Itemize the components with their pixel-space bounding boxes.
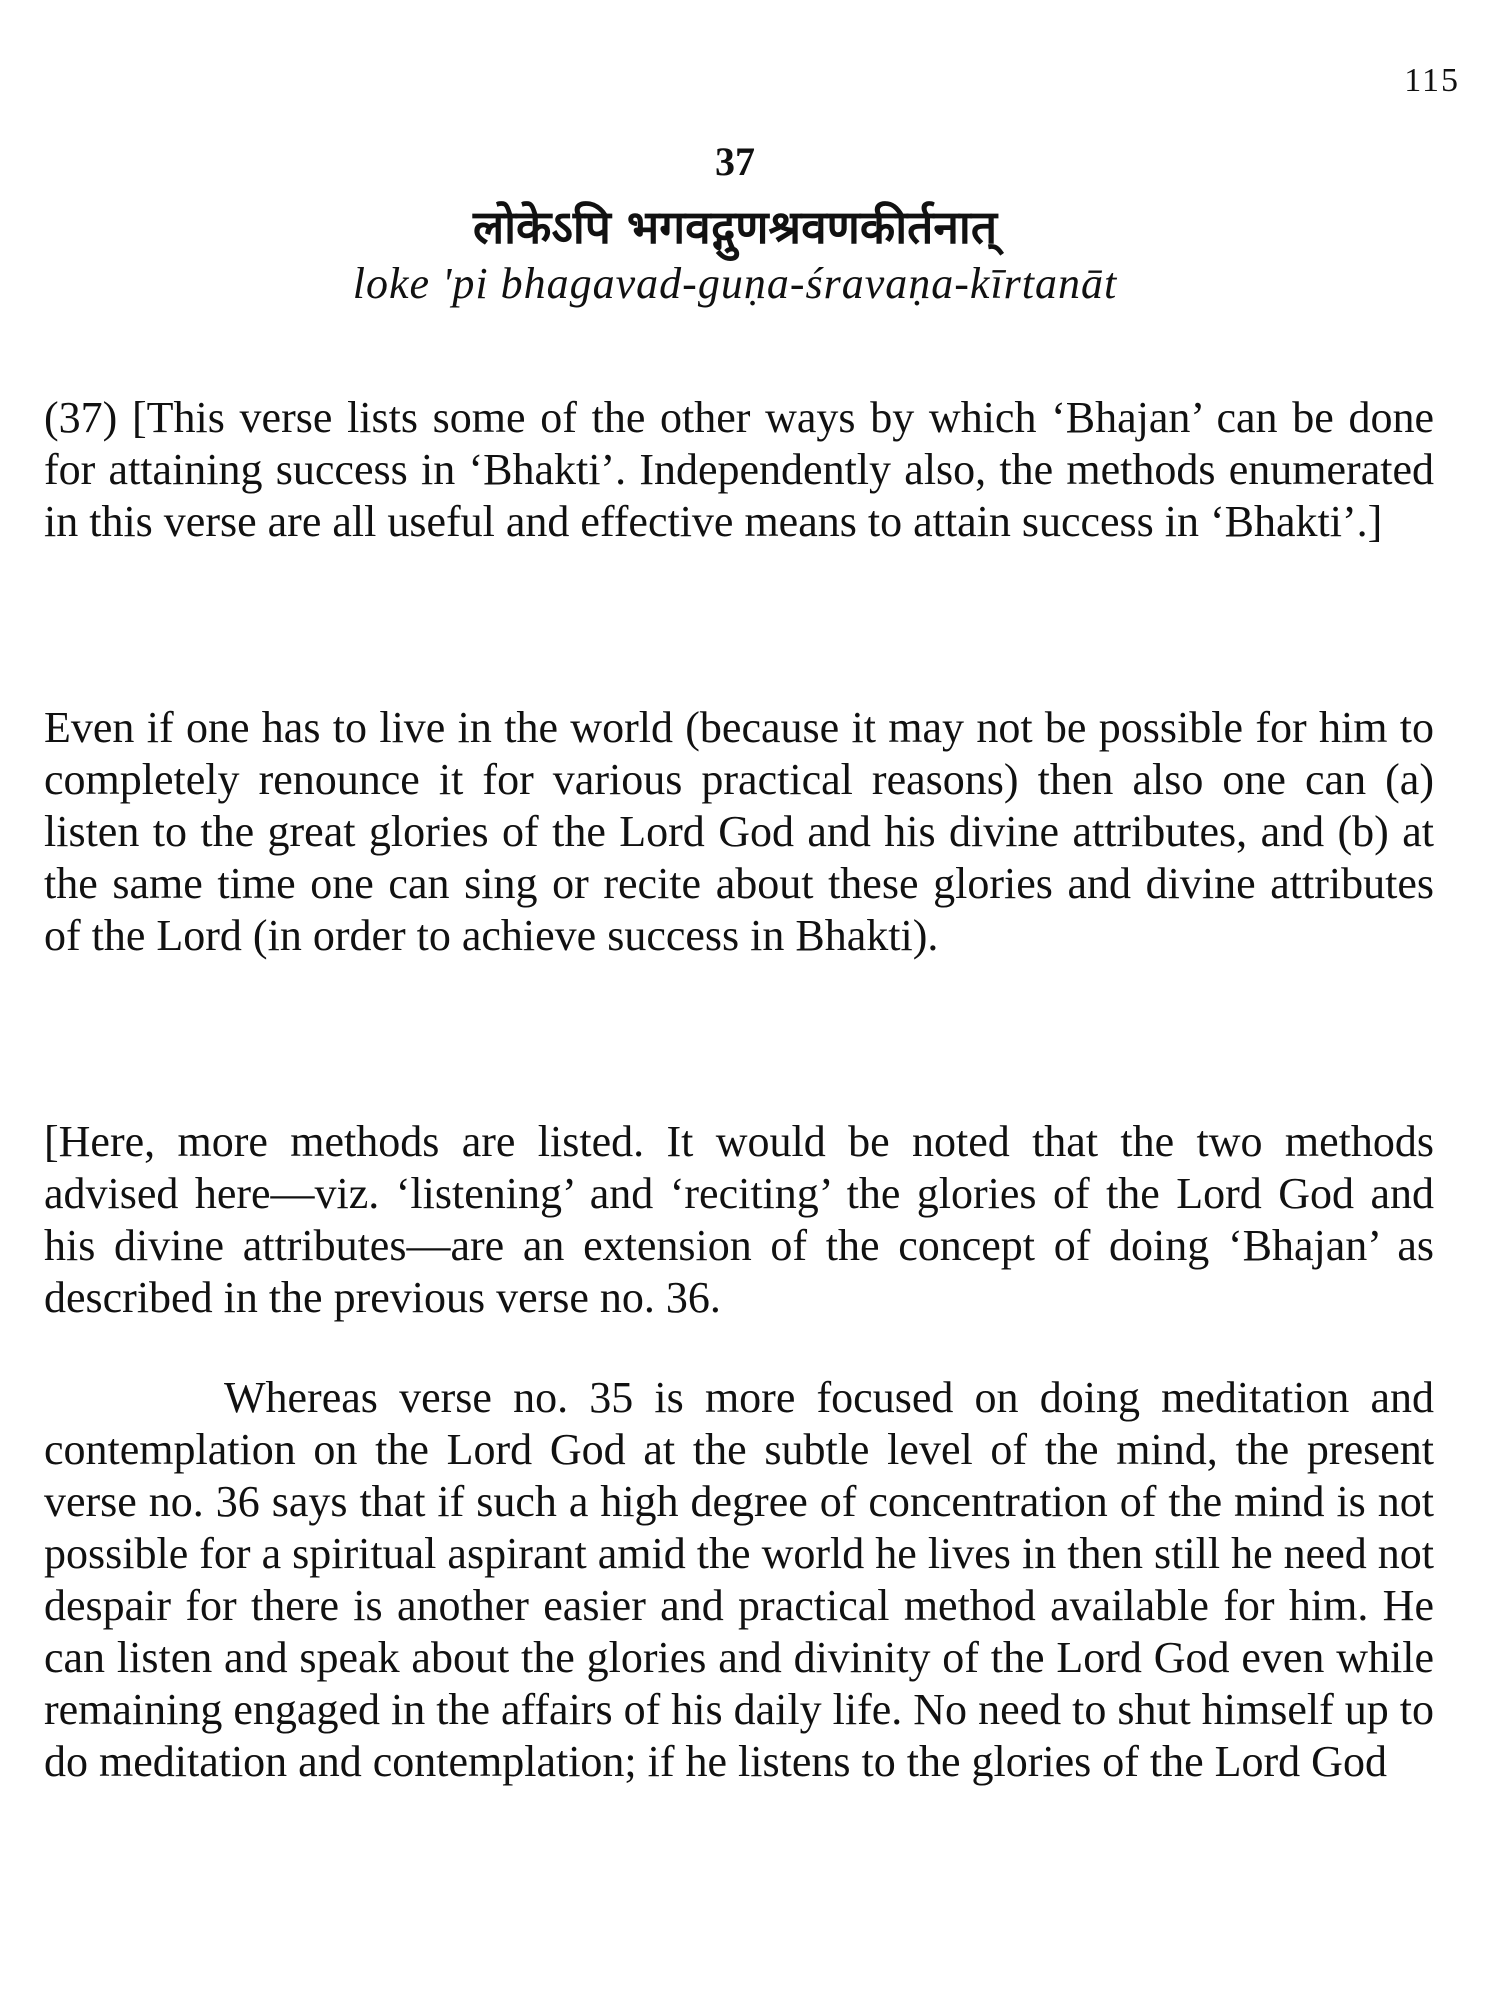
paragraph-commentary: [Here, more methods are listed. It would be noted that the two methods advised here—viz. ‘listening’ and ‘reciting’ the glories of the Lord God and his divine attributes—are an extension of the concept of doing ‘Bhajan’ as described in the previous verse no. 36. [44,1117,1434,1322]
verse-sanskrit: लोकेऽपि भगवद्गुणश्रवणकीर्तनात् [472,200,998,254]
paragraph-translation: Even if one has to live in the world (because it may not be possible for him to completely renounce it for various practical reasons) then also one can (a) listen to the great glories of the Lord God and his divine attributes, and (b) at the same time one can sing or recite about these glories and divine attributes of the Lord (in order to achieve success in Bhakti). [44,703,1434,960]
paragraph-verse-intro: (37) [This verse lists some of the other ways by which ‘Bhajan’ can be done for attaining success in ‘Bhakti’. Independently also, the methods enumerated in this verse are all useful and effective means to attain success in ‘Bhakti’.] [44,393,1434,546]
verse-number: 37 [715,139,755,184]
verse-transliteration: loke 'pi bhagavad-guṇa-śravaṇa-kīrtanāt [352,259,1118,308]
paragraph-commentary-continued: Whereas verse no. 35 is more focused on doing meditation and contemplation on the Lord God at the subtle level of the mind, the present verse no. 36 says that if such a high degree of concentration of the mind is not possible for a spiritual aspirant amid the world he lives in then still he need not despair for there is another easier and practical method available for him. He can listen and speak about the glories and divinity of the Lord God even while remaining engaged in the affairs of his daily life. No need to shut himself up to do meditation and contemplation; if he listens to the glories of the Lord God [44,1373,1434,1786]
page-number: 115 [1404,62,1460,99]
